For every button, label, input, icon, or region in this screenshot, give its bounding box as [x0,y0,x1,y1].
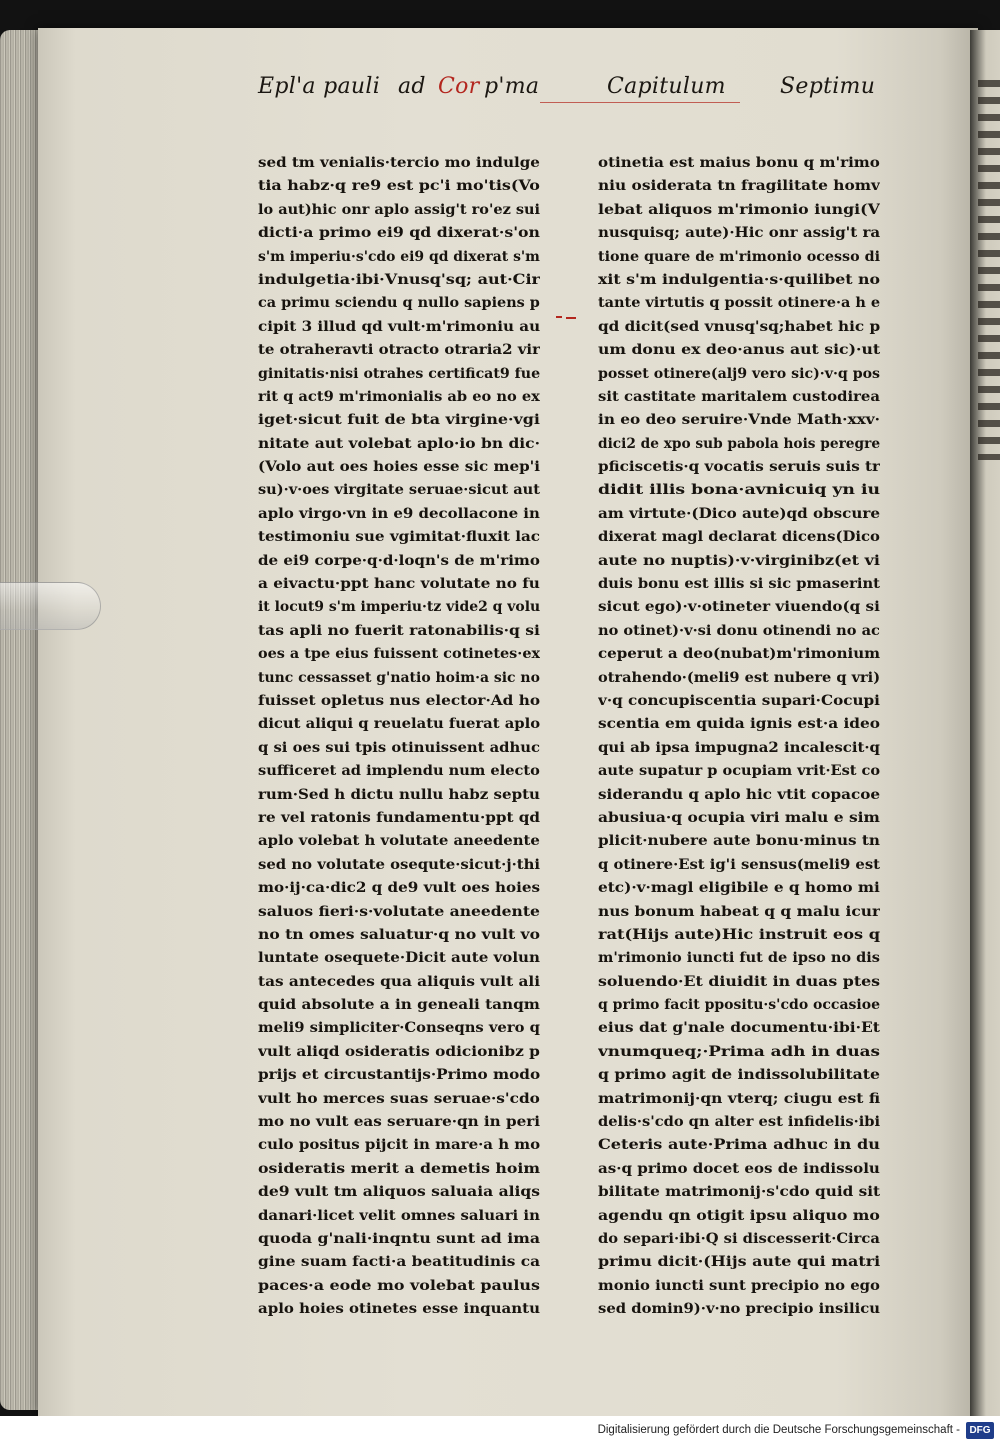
text-line: am virtute·(Dico aute)qd obscure [598,505,880,522]
text-line: soluendo·Et diuidit in duas ptes [598,973,880,990]
text-line: sit castitate maritalem custodirea [598,388,880,405]
text-line: sufficeret ad implendu num electo [258,763,540,780]
text-line: nusquisq; aute)·Hic onr assig't ra [598,225,880,242]
text-line: aplo virgo·vn in e9 decollacone in [258,505,540,522]
text-line: quoda g'nali·inqntu sunt ad ima [258,1230,540,1247]
text-line: re vel ratonis fundamentu·ppt qd [258,809,540,826]
text-line: gine suam facti·a beatitudinis ca [258,1254,540,1271]
text-line: oes a tpe eius fuissent cotinetes·ex [258,646,540,663]
text-line: it locut9 s'm imperiu·tz vide2 q volu [258,599,540,616]
text-line: sed domin9)·v·no precipio insilicu [598,1301,880,1318]
text-line: mo no vult eas seruare·qn in peri [258,1114,540,1131]
text-line: nus bonum habeat q q malu icur [598,903,880,920]
text-line: no otinet)·v·si donu otinendi no ac [598,622,880,639]
text-line: qd dicit(sed vnusq'sq;habet hic p [598,318,880,335]
header-red-rule [540,102,740,103]
header-epistle-text: Epl'a pauli [258,74,381,99]
book-clip [0,582,101,630]
text-line: aute supatur p ocupiam vrit·Est co [598,763,880,780]
text-line: otrahendo·(meli9 est nubere q vri) [598,669,880,686]
header-cor: Cor [438,74,480,99]
text-line: tas apli no fuerit ratonabilis·q si [258,622,540,639]
text-line: s'm imperiu·s'cdo ei9 qd dixerat s'm [258,248,540,265]
text-line: rum·Sed h dictu nullu habz septu [258,786,540,803]
text-line: osideratis merit a demetis hoim [258,1160,540,1177]
text-line: vult ho merces suas seruae·s'cdo [258,1090,540,1107]
header-septimum: Septimu [780,74,876,99]
text-line: q otinere·Est ig'i sensus(meli9 est [598,856,880,873]
text-line: vnumqueq;·Prima adh in duas [598,1043,880,1060]
text-line: tione quare de m'rimonio ocesso di [598,248,880,265]
text-line: q primo facit ppositu·s'cdo occasioe [598,997,880,1014]
text-line: mo·ij·ca·dic2 q de9 vult oes hoies [258,880,540,897]
text-line: scentia em quida ignis est·a ideo [598,716,880,733]
text-line: bilitate matrimonij·s'cdo quid sit [598,1184,880,1201]
text-line: rit q act9 m'rimonialis ab eo no ex [258,388,540,405]
text-line: delis·s'cdo qn alter est infidelis·ibi [598,1114,880,1131]
text-line: qui ab ipsa impugna2 incalescit·q [598,739,880,756]
text-line: meli9 simpliciter·Conseqns vero q [258,1020,540,1037]
text-line: duis bonu est illis si sic pmaserint [598,576,880,593]
text-line: sicut ego)·v·otineter viuendo(q si [598,599,880,616]
text-line: monio iuncti sunt precipio no ego [598,1277,880,1294]
text-line: a eivactu·ppt hanc volutate no fu [258,576,540,593]
text-line: abusiua·q ocupia viri malu e sim [598,809,880,826]
text-line: etc)·v·magl eligibile e q homo mi [598,880,880,897]
text-line: cipit 3 illud qd vult·m'rimoniu au [258,318,540,335]
dfg-logo: DFG [966,1422,994,1439]
red-paragraph-mark [556,316,578,320]
text-line: de ei9 corpe·q·d·loqn's de m'rimo [258,552,540,569]
text-line: dixerat magl declarat dicens(Dico [598,529,880,546]
text-line: niu osiderata tn fragilitate homv [598,178,880,195]
text-line: paces·a eode mo volebat paulus [258,1277,540,1294]
text-line: posset otinere(alj9 vero sic)·v·q pos [598,365,880,382]
text-line: ginitatis·nisi otrahes certificat9 fue [258,365,540,382]
text-line: dicut aliqui q reuelatu fuerat aplo [258,716,540,733]
text-line: ca primu sciendu q nullo sapiens p [258,295,540,312]
text-line: su)·v·oes virgitate seruae·sicut aut [258,482,540,499]
text-column-left [258,152,540,1322]
text-line: tia habz·q re9 est pc'i mo'tis(Vo [258,178,540,195]
text-line: tante virtutis q possit otinere·a h e [598,295,880,312]
text-line: plicit·nubere aute bonu·minus tn [598,833,880,850]
text-line: saluos fieri·s·volutate aneedente [258,903,540,920]
text-line: agendu qn otigit ipsu aliquo mo [598,1207,880,1224]
text-line: do separi·ibi·Q si discesserit·Circa [598,1230,880,1247]
text-line: xit s'm indulgentia·s·quilibet no [598,271,880,288]
text-line: primu dicit·(Hijs aute qui matri [598,1254,880,1271]
text-line: otinetia est maius bonu q m'rimo [598,155,880,171]
text-line: didit illis bona·avnicuiq yn iu [598,482,880,499]
text-line: te otraheravti otracto otraria2 vir [258,342,540,359]
header-epistle [258,74,380,99]
text-line: aplo volebat h volutate aneedente [258,833,540,850]
text-line: de9 vult tm aliquos saluaia aliqs [258,1184,540,1201]
text-line: as·q primo docet eos de indissolu [598,1160,880,1177]
text-line: eius dat g'nale documentu·ibi·Et [598,1020,880,1037]
text-line: culo positus pijcit in mare·a h mo [258,1137,540,1154]
text-line: in eo deo seruire·Vnde Math·xxv· [598,412,880,429]
text-line: no tn omes saluatur·q no vult vo [258,926,540,943]
text-line: prijs et circustantijs·Primo modo [258,1067,540,1084]
text-line: fuisset opletus nus elector·Ad ho [258,692,540,709]
text-line: sed no volutate osequte·sicut·j·thi [258,856,540,873]
text-line: m'rimonio iuncti fut de ipso no dis [598,950,880,967]
text-line: aute no nuptis)·v·virginibz(et vi [598,552,880,569]
text-line: dici2 de xpo sub pabola hois peregre [598,435,880,452]
text-line: siderandu q aplo hic vtit copacoe [598,786,880,803]
text-line: vult aliqd osideratis odicionibz p [258,1043,540,1060]
facing-page-text-fragment [978,80,1000,460]
footer-credit: Digitalisierung gefördert durch die Deutsche Forschungsgemeinschaft - [597,1424,960,1436]
text-line: q si oes sui tpis otinuissent adhuc [258,739,540,756]
text-line: dicti·a primo ei9 qd dixerat·s'on [258,225,540,242]
text-line: q primo agit de indissolubilitate [598,1067,880,1084]
text-line: aplo hoies otinetes esse inquantu [258,1301,540,1318]
text-line: um donu ex deo·anus aut sic)·ut [598,342,880,359]
text-line: rat(Hijs aute)Hic instruit eos q [598,926,880,943]
text-line: ceperut a deo(nubat)m'rimonium [598,646,880,663]
text-line: v·q concupiscentia supari·Cocupi [598,692,880,709]
text-line: (Volo aut oes hoies esse sic mep'i [258,459,540,476]
text-line: indulgetia·ibi·Vnusq'sq; aut·Cir [258,271,540,288]
header-capitulum: Capitulum [607,74,726,99]
text-line: matrimonij·qn vterq; ciugu est fi [598,1090,880,1107]
text-line: testimoniu sue vgimitat·fluxit lac [258,529,540,546]
footer-bar [0,1416,1000,1447]
running-header [0,66,1000,116]
text-line: lebat aliquos m'rimonio iungi(V [598,201,880,218]
header-prima: p'ma [484,74,540,99]
text-line: iget·sicut fuit de bta virgine·vgi [258,412,540,429]
text-line: tunc cessasset g'natio hoim·a sic no [258,669,540,686]
text-line: Ceteris aute·Prima adhuc in du [598,1137,880,1154]
text-column-right [598,152,880,1322]
text-line: lo aut)hic onr aplo assig't ro'ez sui [258,201,540,218]
text-line: pficiscetis·q vocatis seruis suis tr [598,459,880,476]
text-line: nitate aut volebat aplo·io bn dic· [258,435,540,452]
text-line: quid absolute a in geneali tanqm [258,997,540,1014]
text-line: tas antecedes qua aliquis vult ali [258,973,540,990]
text-line: luntate osequete·Dicit aute volun [258,950,540,967]
text-line: danari·licet velit omnes saluari in [258,1207,540,1224]
text-line: sed tm venialis·tercio mo indulge [258,155,540,171]
header-ad: ad [398,74,426,99]
